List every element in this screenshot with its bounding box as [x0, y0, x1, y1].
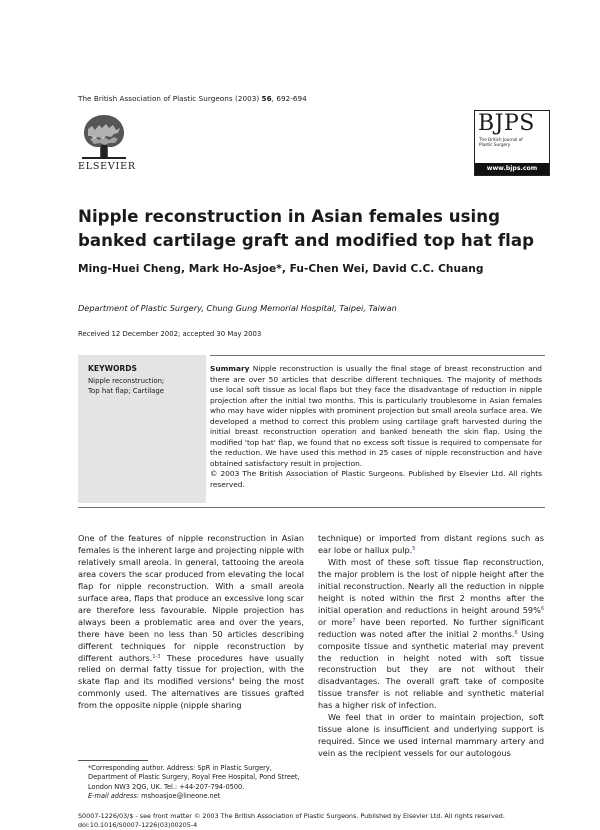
elsevier-tree-icon [78, 111, 130, 161]
abstract-bottom-rule [78, 507, 545, 508]
keywords-heading: KEYWORDS [88, 364, 138, 373]
issn-copyright: S0007-1226/03/$ - see front matter © 2003 The British Association of Plastic Surgeons. Published by Elsevier Ltd. All rights reserved. [78, 812, 505, 820]
article-authors: Ming-Huei Cheng, Mark Ho-Asjoe*, Fu-Chen Wei, David C.C. Chuang [78, 263, 484, 275]
citation-link[interactable]: 6 [514, 629, 518, 636]
abstract-top-rule [210, 355, 545, 356]
journal-volume: 56 [261, 94, 272, 103]
abstract-label: Summary [210, 364, 250, 373]
footnote-address: *Corresponding author. Address: SpR in Plastic Surgery, Department of Plastic Surgery, Royal Free Hospital, Pond Street, London NW3 2QG, UK. Tel.: +44-207-794-0500. [88, 764, 300, 791]
abstract-body: Summary Nipple reconstruction is usually the final stage of breast reconstruction and there are over 50 articles that describe different techniques. The majority of methods use local soft tissue as local flaps but they face the disadvantage of reduction in nipple projection after the initial two months. This is particularly troublesome in Asian females who may have wider nipples with prominent projection but small areola surface area. We developed a method to correct this problem using cartilage graft harvested during the initial breast reconstruction operation and banked beneath the skin flap. Using the modified 'top hat' flap, we found that no excess soft tissue is required to compensate for the reduction. We have used this method in 25 cases of nipple reconstruction and have obtained satisfactory result in projection. [210, 364, 542, 468]
journal-reference: The British Association of Plastic Surgeons (2003) 56, 692-694 [78, 94, 307, 103]
front-matter-line [78, 812, 548, 830]
body-column-right [318, 533, 544, 760]
author-affiliation: Department of Plastic Surgery, Chung Gung Memorial Hospital, Taipei, Taiwan [78, 303, 397, 313]
keywords-list [88, 376, 164, 397]
corresponding-author-footnote [78, 764, 304, 801]
footnote-rule [78, 760, 148, 761]
body-paragraph: One of the features of nipple reconstruction in Asian females is the inherent large and projecting nipple with relatively small areola. In general, tattooing the areola area covers the scar produced from elevating the local flap for nipple reconstruction. With a small areola surface area, flaps that produce an excessive long scar are therefore less favourable. Nipple projection has always been a problematic area and over the years, there have been no less than 50 articles describing different techniques for nipple reconstruction by different authors.$^{1-3}$ These procedures have usually relied on dermal fatty tissue for projection, with the skate flap and its modified versions$^4$ being the most commonly used. The alternatives are tissues grafted from the opposite nipple (nipple sharing [78, 533, 304, 711]
article-dates: Received 12 December 2002; accepted 30 May 2003 [78, 330, 262, 338]
elsevier-logo [78, 111, 136, 173]
keyword-item: Nipple reconstruction; [88, 377, 165, 385]
email-link[interactable]: mshoasjoe@lineone.net [139, 791, 221, 800]
bjps-url: www.bjps.com [475, 163, 549, 175]
footnote-email: E-mail address: mshoasjoe@lineone.net [88, 791, 221, 800]
citation-link[interactable]: 6 [540, 605, 544, 612]
body-paragraph: technique) or imported from distant regions such as ear lobe or hallux pulp.$^5$ [318, 533, 544, 555]
bjps-letters: BJPS [478, 111, 535, 136]
bjps-logo [474, 110, 550, 176]
article-title: Nipple reconstruction in Asian females using banked cartilage graft and modified top hat flap [78, 207, 535, 250]
body-paragraph: We feel that in order to maintain projection, soft tissue alone is insufficient and underlying support is required. Since we used internal mammary artery and vein as the recipient vessels for our autologous [318, 712, 544, 759]
bjps-tagline: The British Journal of Plastic Surgery [479, 137, 523, 147]
citation-link[interactable]: 1-3 [152, 653, 161, 660]
body-column-left [78, 533, 304, 712]
abstract [210, 364, 542, 491]
citation-link[interactable]: 7 [352, 617, 356, 624]
abstract-copyright: © 2003 The British Association of Plastic Surgeons. Published by Elsevier Ltd. All rights reserved. [210, 469, 542, 490]
body-paragraph: With most of these soft tissue flap reconstruction, the major problem is the lost of nipple height after the initial reconstruction. Nearly all the reduction in nipple height is noted within the first 2 months after the initial operation and reductions in height around 59%$^6$ or more$^7$ have been reported. No further significant reduction was noted after the initial 2 months.$^6$ Using composite tissue and synthetic material may prevent the reduction in height noted with soft tissue reconstruction but they are not without their disadvantages. The overall graft take of composite tissue transfer is not reliable and synthetic material has a higher risk of infection. [318, 556, 545, 711]
doi[interactable]: doi:10.1016/S0007-1226(03)00205-4 [78, 821, 198, 829]
keyword-item: Top hat flap; Cartilage [88, 387, 164, 396]
elsevier-wordmark: ELSEVIER [78, 161, 136, 172]
citation-link[interactable]: 5 [412, 545, 416, 552]
citation-link[interactable]: 4 [231, 677, 235, 684]
